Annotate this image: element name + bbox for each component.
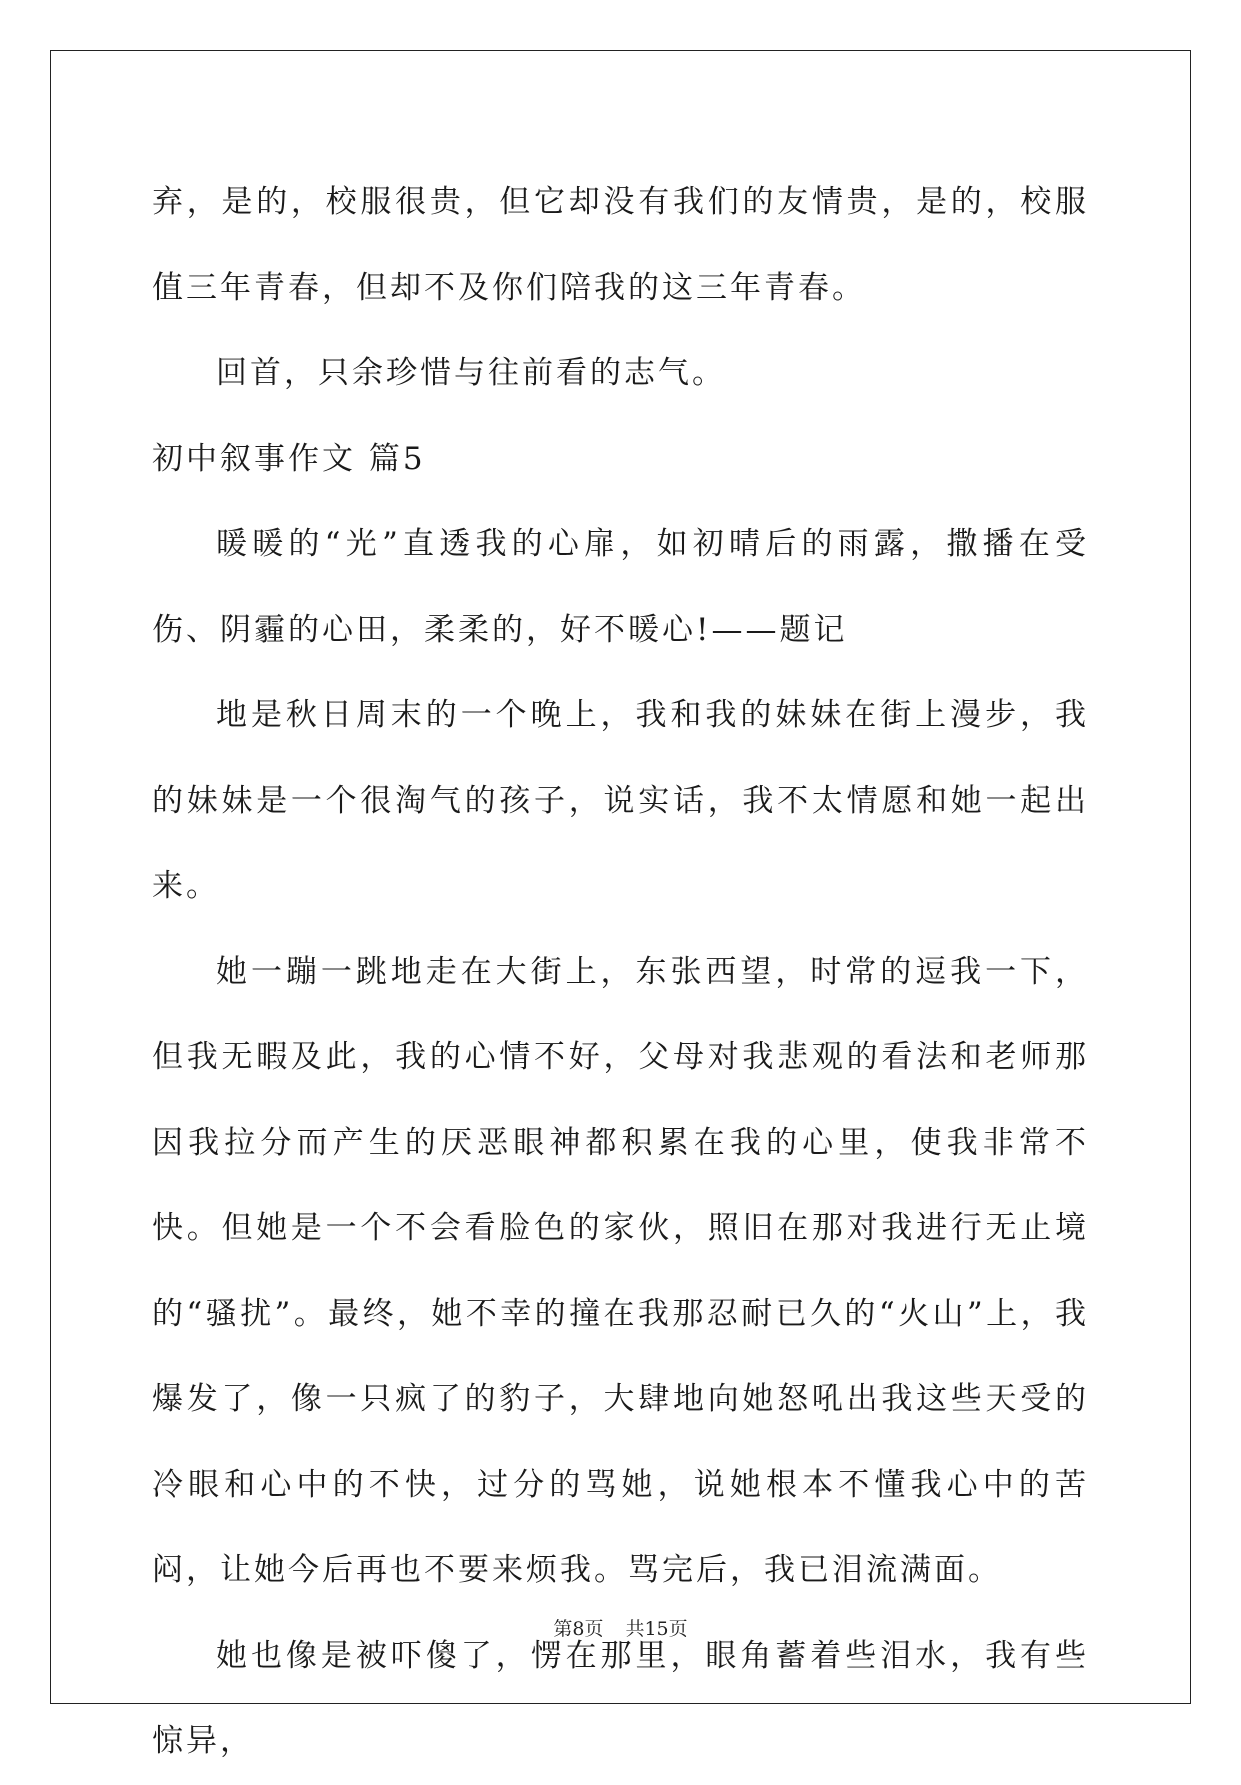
paragraph-story-aftermath: 她也像是被吓傻了，愣在那里，眼角蓄着些泪水，我有些惊异，	[152, 1637, 1089, 1759]
section-heading: 初中叙事作文 篇5	[152, 440, 426, 477]
page-total: 共15页	[625, 1618, 688, 1640]
paragraph-story-conflict: 她一蹦一跳地走在大街上，东张西望，时常的逗我一下，但我无暇及此，我的心情不好，父母对我悲观的看法和老师那因我拉分而产生的厌恶眼神都积累在我的心里，使我非常不快。但她是一个不会看脸色的家伙，照旧在那对我进行无止境的“骚扰”。最终，她不幸的撞在我那忍耐已久的“火山”上，我爆发了，像一只疯了的豹子，大肆地向她怒吼出我这些天受的冷眼和心中的不快，过分的骂她，说她根本不懂我心中的苦闷，让她今后再也不要来烦我。骂完后，我已泪流满面。	[152, 953, 1089, 1588]
page-footer	[0, 1614, 1241, 1641]
paragraph-continuation: 弃，是的，校服很贵，但它却没有我们的友情贵，是的，校服值三年青春，但却不及你们陪我的这三年青春。	[152, 184, 1089, 306]
paragraph-epigraph: 暖暖的“光”直透我的心扉，如初晴后的雨露，撒播在受伤、阴霾的心田，柔柔的，好不暖心!——题记	[152, 526, 1089, 648]
document-body	[152, 160, 1089, 1785]
paragraph-story-opening: 地是秋日周末的一个晚上，我和我的妹妹在街上漫步，我的妹妹是一个很淘气的孩子，说实话，我不太情愿和她一起出来。	[152, 697, 1089, 904]
page-number: 第8页	[553, 1618, 604, 1640]
paragraph-reflection: 回首，只余珍惜与往前看的志气。	[216, 355, 726, 391]
